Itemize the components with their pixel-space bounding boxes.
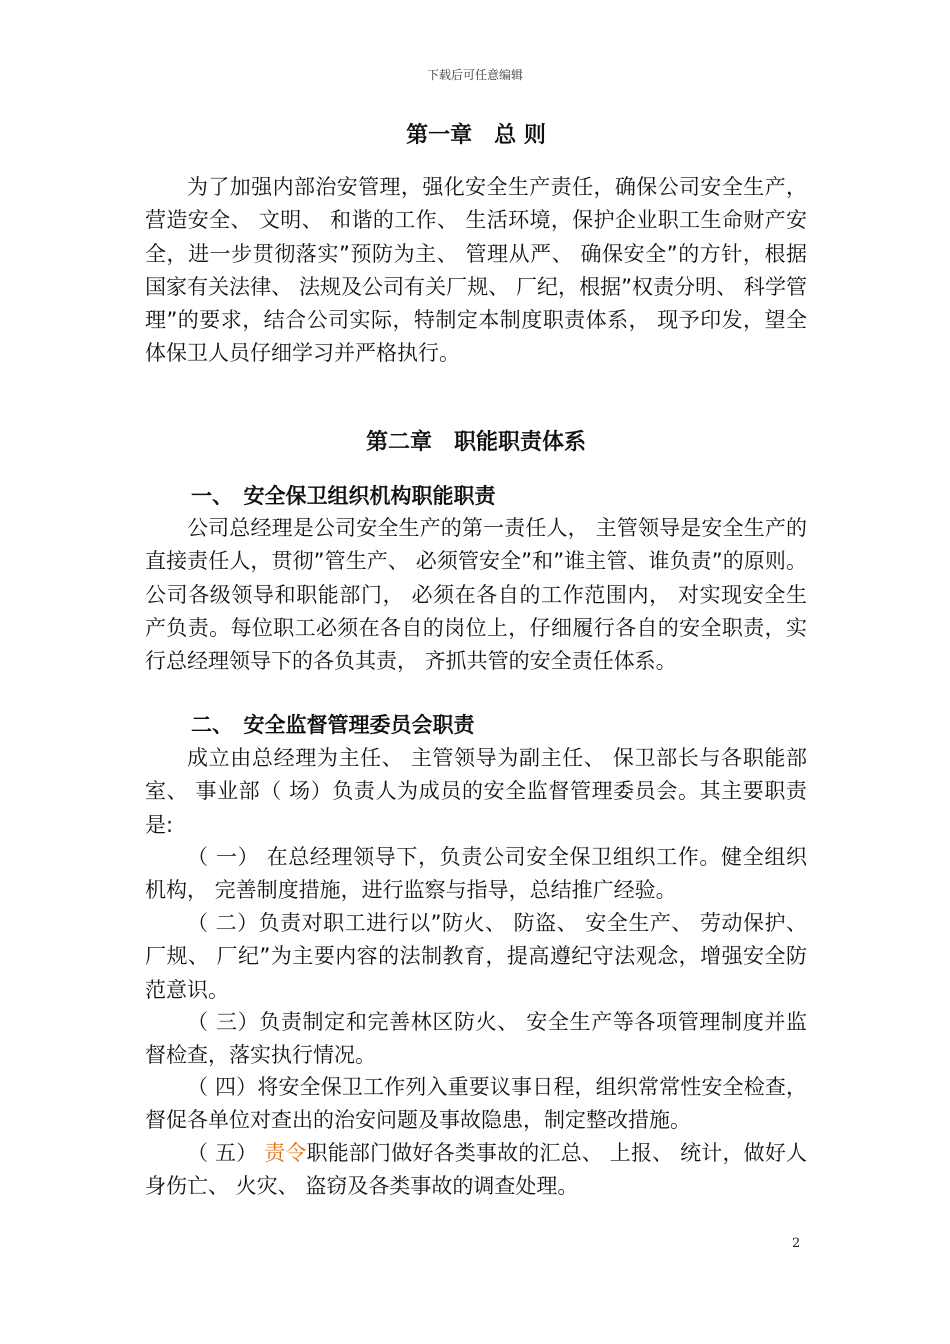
section-2-item-1: （ 一） 在总经理领导下，负责公司安全保卫组织工作。健全组织机构， 完善制度措施，进行监察与指导，总结推广经验。 — [145, 845, 807, 903]
section-2-item-3: （ 三）负责制定和完善林区防火、 安全生产等各项管理制度并监督检查，落实执行情况。 — [145, 1010, 807, 1068]
section-2-item-5 — [145, 1137, 807, 1204]
item-5-rest: 职能部门做好各类事故的汇总、 上报、 统计，做好人身伤亡、 火灾、 盗窃及各类事故的调查处理。 — [145, 1141, 807, 1199]
header-note: 下载后可任意编辑 — [426, 68, 523, 82]
section-2-body: 成立由总经理为主任、 主管领导为副主任、 保卫部长与各职能部室、 事业部（ 场）负责人为成员的安全监督管理委员会。其主要职责是: — [145, 746, 807, 837]
section-1-heading: 一、 安全保卫组织机构职能职责 — [191, 484, 496, 508]
section-2-heading: 二、 安全监督管理委员会职责 — [191, 713, 475, 737]
section-1-body: 公司总经理是公司安全生产的第一责任人， 主管领导是安全生产的直接责任人，贯彻”管生产、 必须管安全”和”谁主管、谁负责”的原则。公司各级领导和职能部门， 必须在各自的工作范围内， 对实现安全生产负责。每位职工必须在各自的岗位上，仔细履行各自的安全职责，实行总经理领导下的各负其责， 齐抓共管的安全责任体系。 — [145, 516, 807, 674]
item-5-prefix: （ 五） — [187, 1141, 265, 1165]
chapter-2-title: 第二章 职能职责体系 — [365, 430, 586, 455]
item-5-highlight: 责令 — [264, 1141, 307, 1165]
chapter-1-title: 第一章 总 则 — [406, 123, 546, 148]
section-2-item-2: （ 二）负责对职工进行以”防火、 防盗、 安全生产、 劳动保护、 厂规、 厂纪”为主要内容的法制教育，提高遵纪守法观念，增强安全防范意识。 — [145, 911, 807, 1002]
page-number: 2 — [792, 1236, 801, 1251]
section-2-item-4: （ 四）将安全保卫工作列入重要议事日程，组织常常性安全检查，督促各单位对查出的治安问题及事故隐患，制定整改措施。 — [145, 1075, 807, 1133]
chapter-1-intro: 为了加强内部治安管理，强化安全生产责任，确保公司安全生产，营造安全、 文明、 和谐的工作、 生活环境，保护企业职工生命财产安全，进一步贯彻落实”预防为主、 管理从严、 确保安全”的方针，根据国家有关法律、 法规及公司有关厂规、 厂纪，根据”权责分明、 科学管理”的要求，结合公司实际，特制定本制度职责体系， 现予印发，望全体保卫人员仔细学习并严格执行。 — [145, 175, 807, 366]
